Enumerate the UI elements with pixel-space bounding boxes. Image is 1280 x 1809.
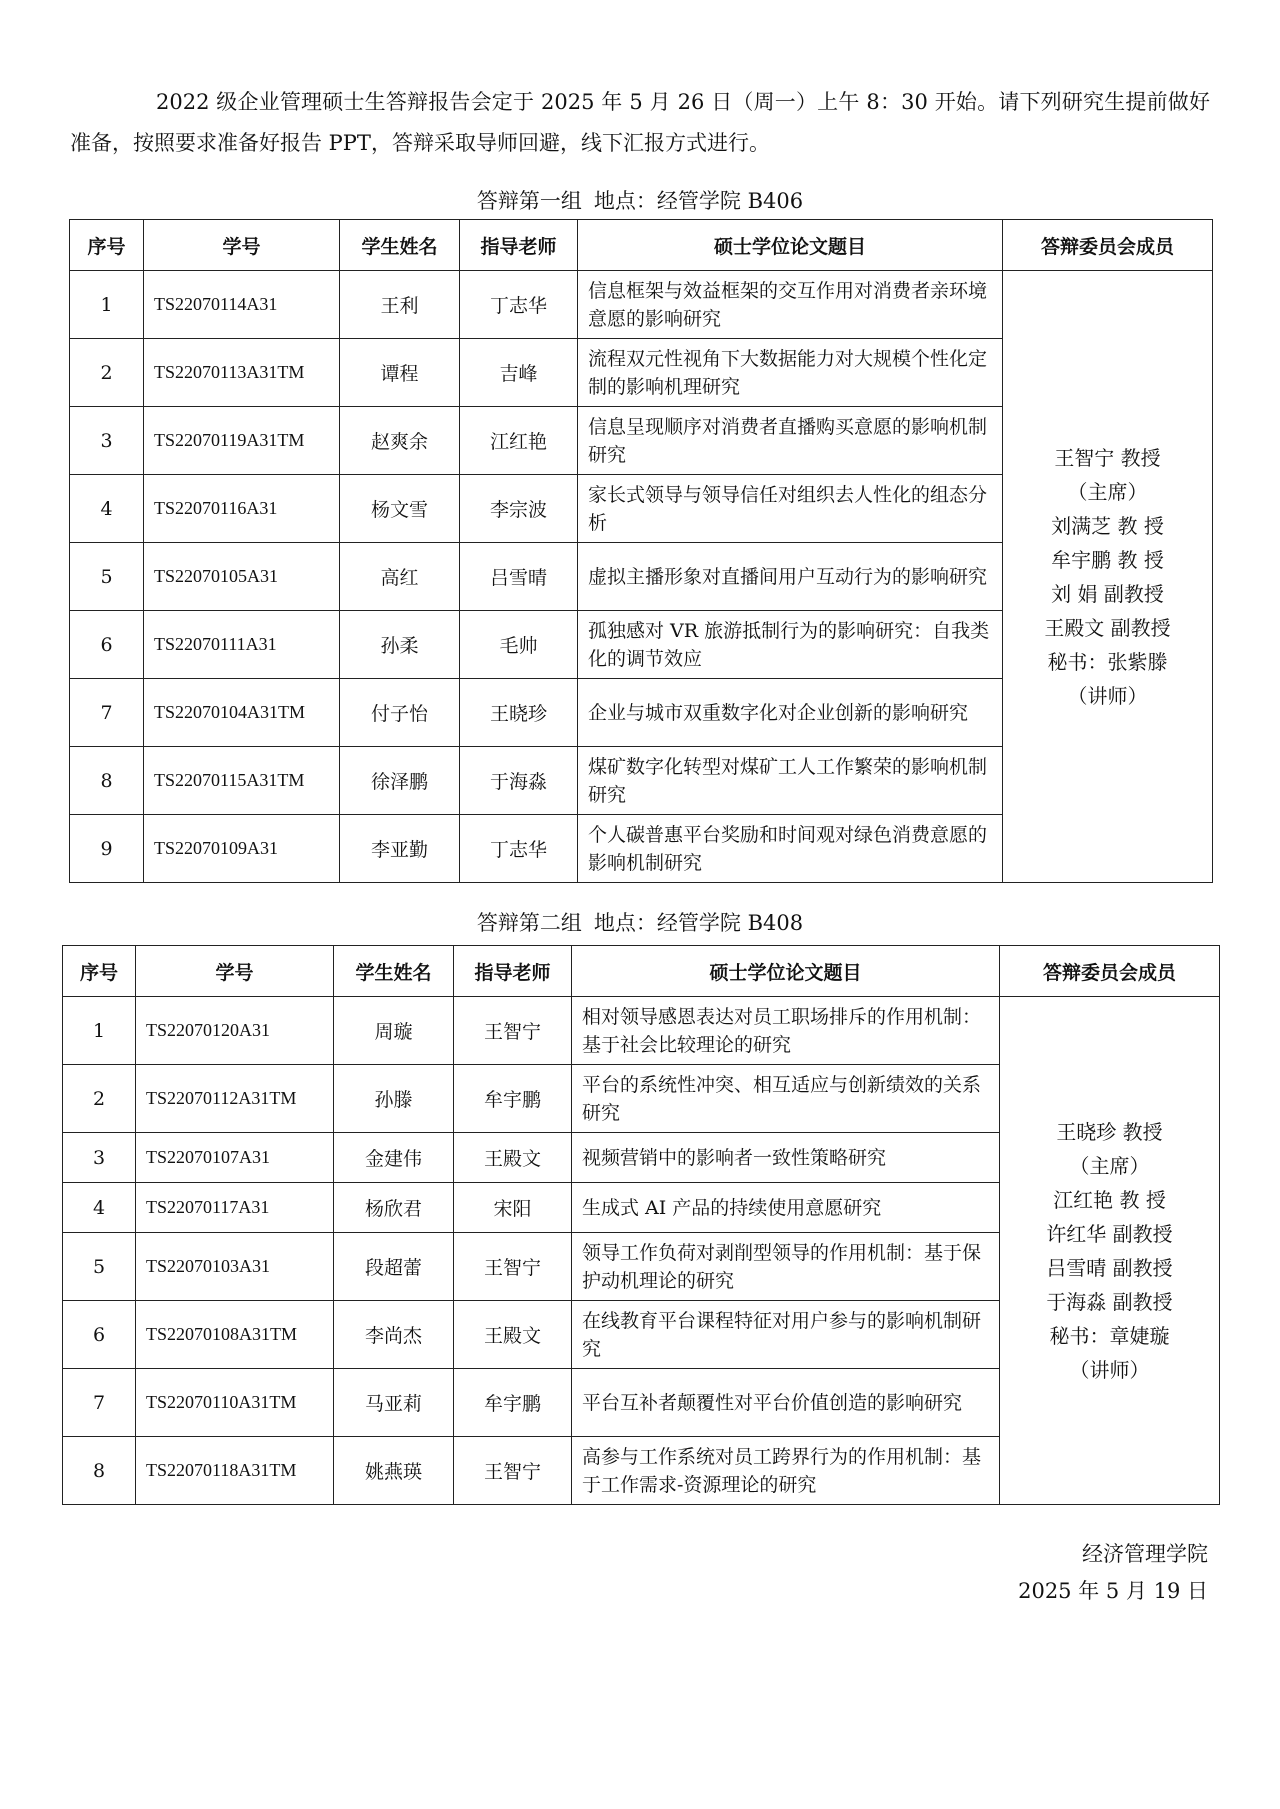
student-name: 杨文雪 bbox=[340, 475, 460, 543]
table-row bbox=[63, 997, 1220, 1065]
advisor-name: 王晓珍 bbox=[460, 679, 578, 747]
table-header-row bbox=[70, 220, 1213, 271]
thesis-title: 平台互补者颠覆性对平台价值创造的影响研究 bbox=[572, 1369, 1000, 1437]
committee-member: 牟宇鹏 教 授 bbox=[1051, 547, 1164, 572]
committee-member: （主席） bbox=[1067, 479, 1148, 504]
col-header-id: 学号 bbox=[136, 946, 334, 997]
row-number: 7 bbox=[70, 679, 144, 747]
committee-member: 许红华 副教授 bbox=[1046, 1221, 1173, 1246]
thesis-title: 平台的系统性冲突、相互适应与创新绩效的关系研究 bbox=[572, 1065, 1000, 1133]
col-header-name: 学生姓名 bbox=[340, 220, 460, 271]
student-name: 王利 bbox=[340, 271, 460, 339]
advisor-name: 王殿文 bbox=[454, 1301, 572, 1369]
committee-member: 刘 娟 副教授 bbox=[1051, 581, 1164, 606]
student-name: 谭程 bbox=[340, 339, 460, 407]
advisor-name: 李宗波 bbox=[460, 475, 578, 543]
committee-member: 王殿文 副教授 bbox=[1044, 615, 1171, 640]
student-id: TS22070105A31 bbox=[144, 543, 340, 611]
row-number: 3 bbox=[70, 407, 144, 475]
thesis-title: 企业与城市双重数字化对企业创新的影响研究 bbox=[578, 679, 1003, 747]
group-2-location: 地点：经管学院 B408 bbox=[593, 911, 804, 935]
student-name: 李尚杰 bbox=[334, 1301, 454, 1369]
thesis-title: 煤矿数字化转型对煤矿工人工作繁荣的影响机制研究 bbox=[578, 747, 1003, 815]
committee-member: 王晓珍 教授 bbox=[1056, 1119, 1163, 1144]
advisor-name: 王智宁 bbox=[454, 1437, 572, 1505]
student-name: 段超蕾 bbox=[334, 1233, 454, 1301]
student-id: TS22070115A31TM bbox=[144, 747, 340, 815]
committee-members bbox=[1003, 271, 1213, 883]
row-number: 6 bbox=[63, 1301, 136, 1369]
student-id: TS22070110A31TM bbox=[136, 1369, 334, 1437]
thesis-title: 相对领导感恩表达对员工职场排斥的作用机制：基于社会比较理论的研究 bbox=[572, 997, 1000, 1065]
student-id: TS22070111A31 bbox=[144, 611, 340, 679]
committee-member: 吕雪晴 副教授 bbox=[1046, 1255, 1173, 1280]
student-name: 周璇 bbox=[334, 997, 454, 1065]
student-name: 马亚莉 bbox=[334, 1369, 454, 1437]
committee-member: 于海淼 副教授 bbox=[1046, 1289, 1173, 1314]
col-header-id: 学号 bbox=[144, 220, 340, 271]
thesis-title: 信息框架与效益框架的交互作用对消费者亲环境意愿的影响研究 bbox=[578, 271, 1003, 339]
row-number: 4 bbox=[70, 475, 144, 543]
footer-org: 经济管理学院 bbox=[1082, 1542, 1208, 1566]
thesis-title: 生成式 AI 产品的持续使用意愿研究 bbox=[572, 1183, 1000, 1233]
student-id: TS22070120A31 bbox=[136, 997, 334, 1065]
student-id: TS22070119A31TM bbox=[144, 407, 340, 475]
student-id: TS22070116A31 bbox=[144, 475, 340, 543]
thesis-title: 流程双元性视角下大数据能力对大规模个性化定制的影响机理研究 bbox=[578, 339, 1003, 407]
table-header-row bbox=[63, 946, 1220, 997]
advisor-name: 江红艳 bbox=[460, 407, 578, 475]
student-id: TS22070103A31 bbox=[136, 1233, 334, 1301]
row-number: 2 bbox=[70, 339, 144, 407]
advisor-name: 牟宇鹏 bbox=[454, 1369, 572, 1437]
thesis-title: 家长式领导与领导信任对组织去人性化的组态分析 bbox=[578, 475, 1003, 543]
committee-member: （讲师） bbox=[1067, 683, 1148, 708]
footer-date: 2025 年 5 月 19 日 bbox=[1018, 1579, 1208, 1603]
advisor-name: 吉峰 bbox=[460, 339, 578, 407]
row-number: 8 bbox=[70, 747, 144, 815]
committee-member: 刘满芝 教 授 bbox=[1051, 513, 1164, 538]
advisor-name: 宋阳 bbox=[454, 1183, 572, 1233]
advisor-name: 王智宁 bbox=[454, 1233, 572, 1301]
group-2-heading bbox=[0, 908, 1280, 938]
row-number: 5 bbox=[63, 1233, 136, 1301]
student-name: 李亚勤 bbox=[340, 815, 460, 883]
col-header-no: 序号 bbox=[63, 946, 136, 997]
committee-member: （主席） bbox=[1069, 1153, 1150, 1178]
committee-member: 王智宁 教授 bbox=[1054, 445, 1161, 470]
thesis-title: 信息呈现顺序对消费者直播购买意愿的影响机制研究 bbox=[578, 407, 1003, 475]
col-header-committee: 答辩委员会成员 bbox=[1003, 220, 1213, 271]
row-number: 8 bbox=[63, 1437, 136, 1505]
table-row bbox=[70, 271, 1213, 339]
row-number: 1 bbox=[70, 271, 144, 339]
group-2-table bbox=[62, 945, 1220, 1505]
advisor-name: 王殿文 bbox=[454, 1133, 572, 1183]
student-id: TS22070114A31 bbox=[144, 271, 340, 339]
col-header-advisor: 指导老师 bbox=[454, 946, 572, 997]
student-name: 赵爽余 bbox=[340, 407, 460, 475]
student-id: TS22070108A31TM bbox=[136, 1301, 334, 1369]
row-number: 5 bbox=[70, 543, 144, 611]
row-number: 4 bbox=[63, 1183, 136, 1233]
col-header-title: 硕士学位论文题目 bbox=[572, 946, 1000, 997]
advisor-name: 毛帅 bbox=[460, 611, 578, 679]
col-header-advisor: 指导老师 bbox=[460, 220, 578, 271]
col-header-no: 序号 bbox=[70, 220, 144, 271]
col-header-committee: 答辩委员会成员 bbox=[1000, 946, 1220, 997]
student-id: TS22070118A31TM bbox=[136, 1437, 334, 1505]
student-id: TS22070117A31 bbox=[136, 1183, 334, 1233]
row-number: 6 bbox=[70, 611, 144, 679]
thesis-title: 高参与工作系统对员工跨界行为的作用机制：基于工作需求-资源理论的研究 bbox=[572, 1437, 1000, 1505]
advisor-name: 吕雪晴 bbox=[460, 543, 578, 611]
student-id: TS22070107A31 bbox=[136, 1133, 334, 1183]
advisor-name: 丁志华 bbox=[460, 271, 578, 339]
student-id: TS22070104A31TM bbox=[144, 679, 340, 747]
thesis-title: 虚拟主播形象对直播间用户互动行为的影响研究 bbox=[578, 543, 1003, 611]
group-1-table bbox=[69, 219, 1213, 883]
thesis-title: 孤独感对 VR 旅游抵制行为的影响研究：自我类化的调节效应 bbox=[578, 611, 1003, 679]
thesis-title: 在线教育平台课程特征对用户参与的影响机制研究 bbox=[572, 1301, 1000, 1369]
student-name: 孙滕 bbox=[334, 1065, 454, 1133]
group-2-title: 答辩第二组 bbox=[476, 911, 582, 935]
committee-member: 江红艳 教 授 bbox=[1053, 1187, 1166, 1212]
student-name: 付子怡 bbox=[340, 679, 460, 747]
committee-members bbox=[1000, 997, 1220, 1505]
row-number: 9 bbox=[70, 815, 144, 883]
student-id: TS22070113A31TM bbox=[144, 339, 340, 407]
thesis-title: 个人碳普惠平台奖励和时间观对绿色消费意愿的影响机制研究 bbox=[578, 815, 1003, 883]
group-1-heading bbox=[0, 186, 1280, 216]
intro-paragraph: 2022 级企业管理硕士生答辩报告会定于 2025 年 5 月 26 日（周一）上午 8：30 开始。请下列研究生提前做好准备，按照要求准备好报告 PPT，答辩采取导师回避，线下汇报方式进行。 bbox=[70, 90, 1210, 155]
student-name: 高红 bbox=[340, 543, 460, 611]
row-number: 1 bbox=[63, 997, 136, 1065]
col-header-title: 硕士学位论文题目 bbox=[578, 220, 1003, 271]
group-1-title: 答辩第一组 bbox=[476, 189, 582, 213]
committee-member: 秘书：章婕璇 bbox=[1049, 1323, 1170, 1348]
student-name: 孙柔 bbox=[340, 611, 460, 679]
student-name: 姚燕瑛 bbox=[334, 1437, 454, 1505]
advisor-name: 牟宇鹏 bbox=[454, 1065, 572, 1133]
group-1-location: 地点：经管学院 B406 bbox=[593, 189, 804, 213]
row-number: 2 bbox=[63, 1065, 136, 1133]
student-id: TS22070112A31TM bbox=[136, 1065, 334, 1133]
advisor-name: 丁志华 bbox=[460, 815, 578, 883]
thesis-title: 视频营销中的影响者一致性策略研究 bbox=[572, 1133, 1000, 1183]
committee-member: 秘书：张紫滕 bbox=[1047, 649, 1168, 674]
advisor-name: 王智宁 bbox=[454, 997, 572, 1065]
row-number: 7 bbox=[63, 1369, 136, 1437]
row-number: 3 bbox=[63, 1133, 136, 1183]
col-header-name: 学生姓名 bbox=[334, 946, 454, 997]
student-name: 徐泽鹏 bbox=[340, 747, 460, 815]
thesis-title: 领导工作负荷对剥削型领导的作用机制：基于保护动机理论的研究 bbox=[572, 1233, 1000, 1301]
student-name: 金建伟 bbox=[334, 1133, 454, 1183]
committee-member: （讲师） bbox=[1069, 1357, 1150, 1382]
advisor-name: 于海淼 bbox=[460, 747, 578, 815]
student-name: 杨欣君 bbox=[334, 1183, 454, 1233]
student-id: TS22070109A31 bbox=[144, 815, 340, 883]
